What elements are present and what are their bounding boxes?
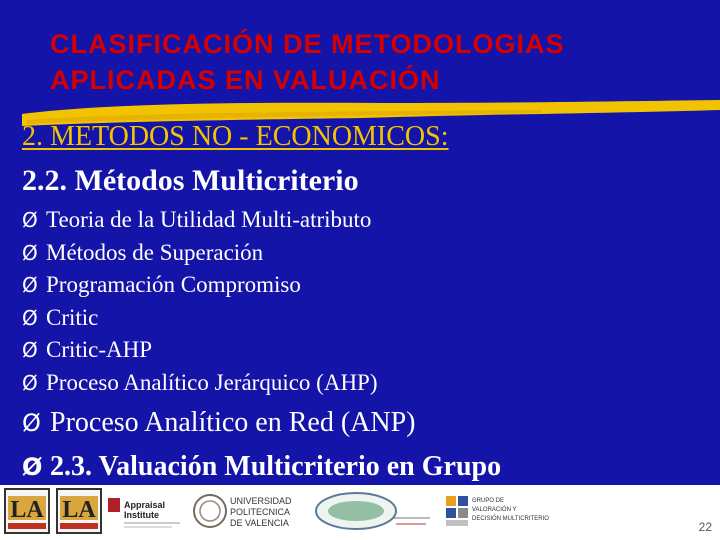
- list-item: [22, 237, 501, 270]
- list-item-text: Proceso Analítico Jerárquico (AHP): [46, 369, 378, 395]
- list-item-text: Critic-AHP: [46, 337, 153, 362]
- svg-text:UNIVERSIDAD: UNIVERSIDAD: [230, 496, 292, 506]
- upv-logo: [190, 488, 300, 534]
- svg-text:DECISIÓN MULTICRITERIO: DECISIÓN MULTICRITERIO: [472, 516, 549, 522]
- la-logo-1: [4, 488, 50, 534]
- list-item-text: 2.3. Valuación Multicriterio en Grupo: [50, 451, 502, 482]
- svg-text:GRUPO DE: GRUPO DE: [472, 498, 505, 504]
- list-item: [22, 269, 501, 302]
- svg-text:Appraisal: Appraisal: [124, 500, 166, 510]
- slide-title-line-2: APLICADAS EN VALUACIÓN: [50, 65, 441, 95]
- arrow-bullet-icon: Ø: [22, 208, 38, 232]
- section-heading: 2. METODOS NO - ECONOMICOS:: [22, 121, 449, 152]
- list-item: [22, 334, 501, 367]
- page-number: 22: [698, 520, 712, 534]
- arrow-bullet-icon: Ø: [22, 370, 38, 395]
- list-item-text: Critic: [46, 304, 99, 330]
- svg-text:LA: LA: [10, 497, 44, 523]
- list-item: [22, 403, 501, 443]
- list-item: [22, 367, 501, 400]
- arrow-bullet-icon: Ø: [22, 409, 41, 437]
- appraisal-institute-logo: [106, 488, 184, 534]
- bullet-list: [22, 204, 501, 487]
- list-item: [22, 302, 501, 335]
- arrow-bullet-icon: Ø: [22, 453, 43, 481]
- la-logo-1-icon: [6, 490, 48, 532]
- list-item-text: Programación Compromiso: [46, 272, 301, 297]
- list-item: [22, 204, 501, 237]
- arrow-bullet-icon: Ø: [22, 240, 38, 265]
- list-item-text: Teoria de la Utilidad Multi-atributo: [46, 207, 372, 232]
- gvm-logo: [442, 488, 552, 534]
- logo-strip: [0, 485, 720, 540]
- catastro-logo: [314, 488, 434, 534]
- arrow-bullet-icon: Ø: [22, 338, 38, 362]
- catastro-icon: [314, 488, 434, 534]
- svg-text:POLITECNICA: POLITECNICA: [230, 507, 291, 517]
- la-logo-2: [56, 488, 102, 534]
- gvm-icon: [442, 488, 552, 534]
- list-item-text: Métodos de Superación: [46, 239, 264, 265]
- list-item: [22, 447, 501, 487]
- subsection-heading: 2.2. Métodos Multicriterio: [22, 164, 359, 197]
- svg-text:VALORACIÓN Y: VALORACIÓN Y: [472, 507, 517, 513]
- svg-text:LA: LA: [62, 497, 96, 523]
- svg-text:DE VALENCIA: DE VALENCIA: [230, 518, 289, 528]
- arrow-bullet-icon: Ø: [22, 305, 38, 330]
- arrow-bullet-icon: Ø: [22, 273, 38, 297]
- slide-title-line-1: CLASIFICACIÓN DE METODOLOGIAS: [50, 29, 565, 59]
- upv-icon: [190, 488, 300, 534]
- appraisal-institute-icon: [106, 488, 184, 534]
- la-logo-2-icon: [58, 490, 100, 532]
- svg-text:Institute: Institute: [124, 510, 159, 520]
- list-item-text: Proceso Analítico en Red (ANP): [50, 407, 416, 438]
